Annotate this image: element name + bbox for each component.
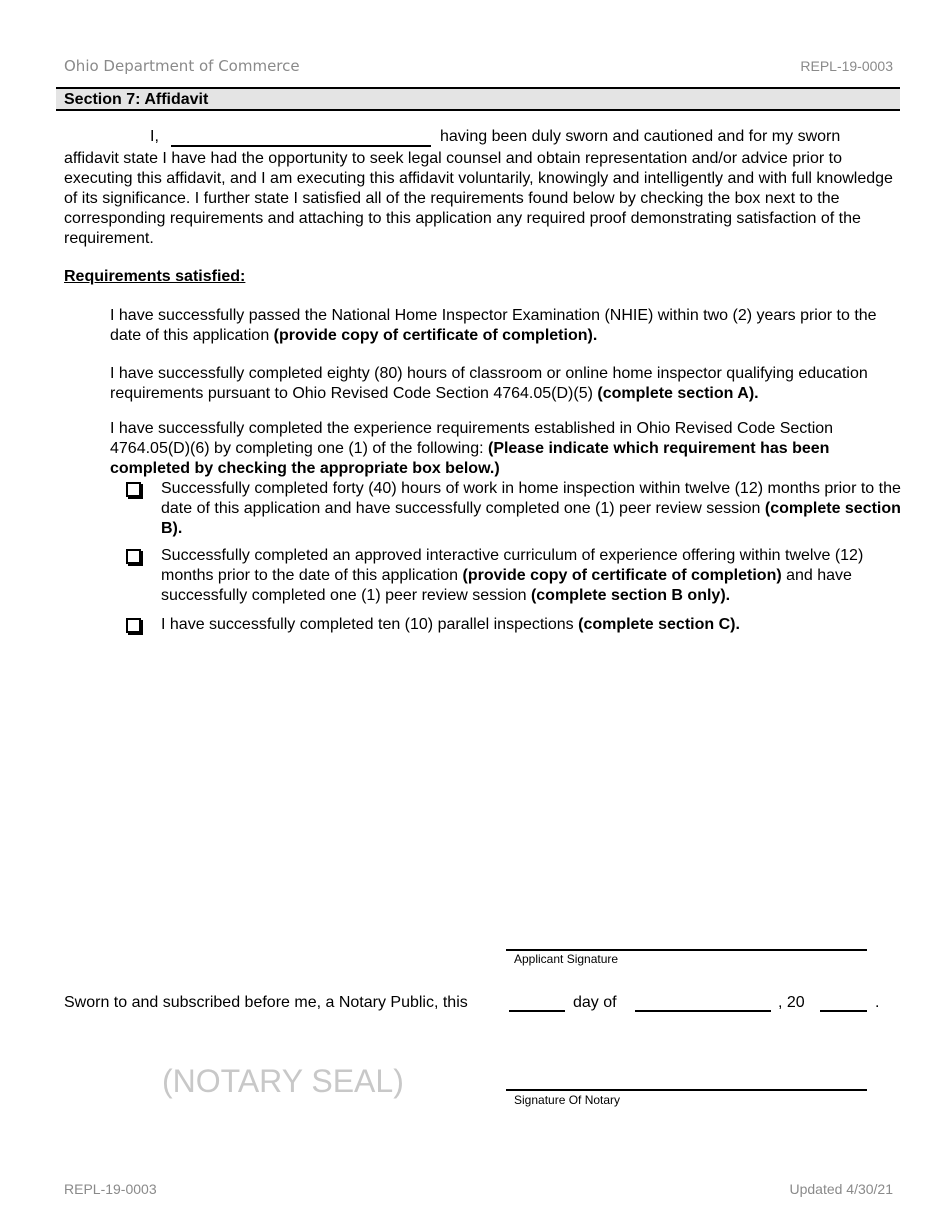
section-title: Section 7: Affidavit [64,91,209,108]
date-period: . [875,994,880,1011]
year-field[interactable] [820,1010,867,1012]
header-form-number: REPL-19-0003 [800,58,893,74]
option-curriculum-note-b: (complete section B only). [530,587,731,604]
requirement-education-text: I have successfully completed eighty (80) hours of classroom or online home inspector qualifying education requirements pursuant to Ohio Revised Code Section 4764.05(D)(5) [110,365,868,402]
sworn-statement: Sworn to and subscribed before me, a Notary Public, this [64,994,468,1011]
option-curriculum-note-a: (provide copy of certificate of completion) [462,567,782,584]
header-agency: Ohio Department of Commerce [64,57,300,75]
option-parallel [161,615,906,635]
option-hours-checkbox[interactable] [126,482,141,497]
requirement-experience-text: I have successfully completed the experience requirements established in Ohio Revised Code Section 4764.05(D)(6) by completing one (1) of the following: [110,420,834,457]
requirement-education [110,364,900,404]
day-field[interactable] [509,1010,565,1012]
option-curriculum-text-a: Successfully completed an approved interactive curriculum of experience offering within twelve (12) months prior to the date of this application [161,547,864,584]
option-hours-note: (complete section B). [161,500,901,537]
footer-updated-date: Updated 4/30/21 [789,1181,893,1197]
option-curriculum-checkbox[interactable] [126,549,141,564]
footer-form-number: REPL-19-0003 [64,1181,157,1197]
requirement-education-note: (complete section A). [597,385,759,402]
option-parallel-checkbox[interactable] [126,618,141,633]
month-field[interactable] [635,1010,771,1012]
affidavit-i: I, [150,128,159,145]
section-title-bar [56,87,900,111]
requirement-nhie-text: I have successfully passed the National Home Inspector Examination (NHIE) within two (2) years prior to the date of this application [110,307,877,344]
notary-seal-placeholder: (NOTARY SEAL) [162,1063,404,1099]
applicant-signature-label: Applicant Signature [514,952,619,966]
year-prefix: , 20 [778,994,805,1011]
notary-signature-label: Signature Of Notary [514,1093,621,1107]
option-curriculum [161,546,906,606]
option-parallel-note: (complete section C). [578,616,740,633]
requirement-nhie-note: (provide copy of certificate of completion). [273,327,598,344]
option-hours [161,479,906,539]
day-of-label: day of [573,994,617,1011]
option-curriculum-text-b: and have successfully completed one (1) peer review session [161,567,852,604]
option-parallel-text: I have successfully completed ten (10) parallel inspections [161,616,579,633]
requirement-experience-note: (Please indicate which requirement has been completed by checking the appropriate box below.) [110,440,830,477]
affiant-name-field[interactable] [171,145,431,147]
affidavit-statement: affidavit state I have had the opportunity to seek legal counsel and obtain representation and/or advice prior to executing this affidavit, and I am executing this affidavit voluntarily, knowingly and intelligently and with full knowledge of its significance. I further state I satisfied all of the requirements found below by checking the box next to the corresponding requirements and attaching to this application any required proof demonstrating satisfaction of the requirement. [64,150,893,247]
requirement-nhie [110,306,900,346]
notary-signature-line[interactable] [506,1089,867,1091]
affidavit-first-line: having been duly sworn and cautioned and for my sworn [440,128,841,145]
applicant-signature-line[interactable] [506,949,867,951]
requirement-experience [110,419,900,479]
requirements-heading: Requirements satisfied: [64,268,246,285]
option-hours-text: Successfully completed forty (40) hours of work in home inspection within twelve (12) months prior to the date of this application and have successfully completed one (1) peer review session [161,480,901,517]
